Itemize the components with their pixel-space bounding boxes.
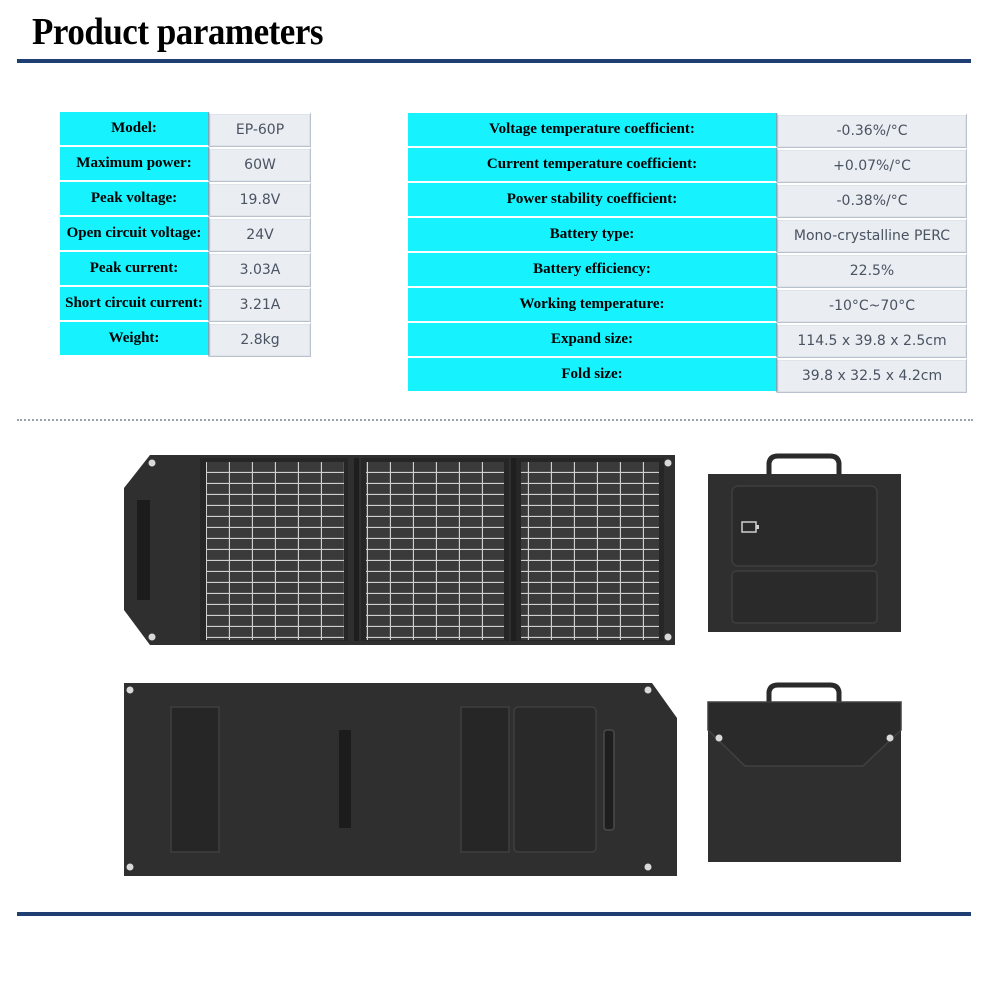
spec-label: Battery type: [408,218,777,253]
spec-label: Battery efficiency: [408,253,777,288]
spec-value: 60W [209,147,311,182]
spec-value: 114.5 x 39.8 x 2.5cm [777,323,967,358]
spec-label: Current temperature coefficient: [408,148,777,183]
page-title: Product parameters [32,11,324,53]
spec-value: 3.03A [209,252,311,287]
spec-label: Open circuit voltage: [60,217,209,252]
spec-value: 2.8kg [209,322,311,357]
spec-label: Peak current: [60,252,209,287]
spec-label: Short circuit current: [60,287,209,322]
spec-label: Voltage temperature coefficient: [408,113,777,148]
spec-value: Mono-crystalline PERC [777,218,967,253]
folded-case-back [708,685,901,862]
spec-value: EP-60P [209,112,311,147]
bottom-divider [17,912,971,916]
spec-label: Expand size: [408,323,777,358]
spec-value: 19.8V [209,182,311,217]
spec-label: Weight: [60,322,209,357]
spec-value: 39.8 x 32.5 x 4.2cm [777,358,967,393]
spec-value: -0.38%/°C [777,183,967,218]
spec-value: -10°C~70°C [777,288,967,323]
spec-label: Fold size: [408,358,777,393]
folded-case-front [708,456,901,632]
spec-label: Maximum power: [60,147,209,182]
spec-value: 3.21A [209,287,311,322]
spec-value: 22.5% [777,253,967,288]
spec-value: +0.07%/°C [777,148,967,183]
spec-label: Model: [60,112,209,147]
spec-label: Peak voltage: [60,182,209,217]
spec-label: Power stability coefficient: [408,183,777,218]
spec-value: -0.36%/°C [777,113,967,148]
panel-front-view [124,455,675,645]
spec-label: Working temperature: [408,288,777,323]
panel-back-view [124,683,677,876]
spec-value: 24V [209,217,311,252]
